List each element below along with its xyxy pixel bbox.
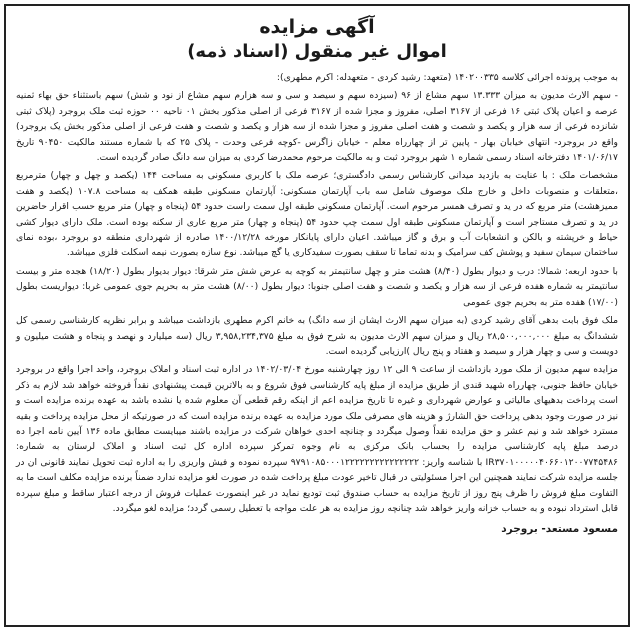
boundaries-paragraph: با حدود اربعه: شمالا: درب و دیوار بطول (۸/۴۰) هشت متر و چهل سانتیمتر به کوچه به عرض شش متر شرقا: دیوار بدیوار بطول (۱۸/۲۰) هجده متر و بیست سانتیمتر به شماره هفده فرعی از سه هزار و یکصد و شصت و هفت اصلی جنوبا: دیوار بطول (۸/۰۰) هشت متر به بحریم جوی عمومی غربا: دیواریست بطول (۱۷/۰۰) هفده متر به بحریم جوی عمومی [16, 265, 618, 308]
auction-terms-paragraph: مزایده سهم مدیون از ملک مورد بازداشت از ساعت ۹ الی ۱۲ روز چهارشنبه مورخ ۱۴۰۲/۰۳/۰۴ در اداره ثبت اسناد و املاک بروجرد، واحد اجرا واقع در بروجرد خیابان حافظ جنوبی، چهارراه شهید قندی از طریق مزایده از مبلغ پایه کارشناسی فوق شروع و به بالاترین قیمت پیشنهادی نقداً فروخته خواهد شد لازم به ذکر است پرداخت بدهیهای مالیاتی و عوارض شهرداری و غیره تا تاریخ مزایده اعم از اینکه رقم قطعی آن معلوم شده یا نشده باشد به عهده برنده مزایده است و نیز در صورت وجود بدهی پرداخت حق الشارژ و هزینه های مصرفی ملک مورد مزایده به عهده برنده مزایده است که در صورتیکه از محل مزایده پرداخت و بقیه مسترد خواهد شد و نیم عشر و حق مزایده نقداً وصول میگردد و چنانچه احدی خواهان شرکت در مزایده باشند میبایست مطابق ماده ۱۳۶ آیین نامه اجرا ده درصد مبلغ پایه کارشناسی مزایده را بحساب بانک مرکزی به نام وجوه تمرکز سپرده اداره کل ثبت اسناد و املاک لرستان به شماره: IR۳۷۰۱۰۰۰۰۰۴۰۶۶۰۱۲۰۰۷۷۴۵۴۸۶ با شناسه واریز: ۹۷۹۱۰۸۵۰۰۰۱۲۲۲۲۲۲۲۲۲۲۲۲۲۲۲ سپرده نموده و فیش واریزی را به اداره ثبت تحویل نمایند قانونی ان در جلسه مزایده شرکت نمایند همچنین این اجرا مسئولیتی در قبال تاخیر عودت مبلغ پرداخت شده در صورت لغو مزایده ندارد ضمناً برنده مزایده مکلف است ما به التفاوت مبلغ فروش را ظرف پنج روز از تاریخ مزایده به حساب صندوق ثبت تودیع نماید در غیر اینصورت عملیات فروش از درجه اعتبار ساقط و مبلغ سپرده قابل استرداد نبوده و به حساب خزانه واریز خواهد شد چنانچه روز مزایده به هر علت مواجه با تعطیل رسمی گردد؛ مزایده لغو میگردد. [16, 364, 618, 514]
notice-frame [4, 4, 630, 627]
signature: مسعود مستعد- بروجرد [501, 523, 618, 536]
notice-subtitle: اموال غیر منقول (اسناد ذمه) [187, 41, 447, 62]
notice-title: آگهی مزایده [259, 16, 375, 38]
property-share-paragraph: - سهم الارث مدیون به میزان ۱۳.۳۳۳ سهم مشاع از ۹۶ (سیزده سهم و سیصد و سی و سه هزارم سهم مشاع از نود و شش) سهم باستثناء حق بهاء ثمنیه عرصه و اعیان پلاک ثبتی ۱۶ فرعی از ۳۱۶۷ اصلی، مفروز و مجزا شده از ۳۱۶۷ فرعی از اصلی مذکور بخش ۰۱ ناحیه ۰۰ حوزه ثبت ملک بروجرد (پلاک ثبتی شانزده فرعی از سه هزار و یکصد و شصت و هفت اصلی مفروز و مجزا شده از سه هزار و یکصد و شصت و هفت فرعی از اصلی مذکور بخش یک بروجرد) واقع در بروجرد- انتهای خیابان بهار - پایین تر از چهارراه معلم - خیابان زاگرس -کوچه فرعی وحدت - پلاک ۲۵ که با شماره مستند مالکیت ۹۰۴۵۰ تاریخ ۱۴۰۱/۰۶/۱۷ دفترخانه اسناد رسمی شماره ۱ شهر بروجرد ثبت و به مالکیت مرحوم محمدرضا کردی به میزان سه دانگ صادر گردیده است. [16, 90, 618, 164]
notice-body [6, 6, 628, 545]
valuation-paragraph: ملک فوق بابت بدهی آقای رشید کردی (به میزان سهم الارث ایشان از سه دانگ) به خانم اکرم مطهری بازداشت میباشد و برابر نظریه کارشناسی رسمی کل ششدانگ به مبلغ ۲۸,۵۰۰,۰۰۰,۰۰۰ ریال و میزان سهم الارث مدیون به شرح فوق به مبلغ ۳,۹۵۸,۲۳۴,۳۷۵ ریال (سه میلیارد و نهصد و پنجاه و هشت میلیون و دویست و سی و چهار هزار و سیصد و هفتاد و پنج ریال )ارزیابی گردیده است. [16, 315, 618, 357]
case-reference-paragraph: به موجب پرونده اجرائی کلاسه ۱۴۰۲۰۰۳۳۵ (متعهد: رشید کردی - متعهدله: اکرم مطهری): [276, 72, 618, 83]
property-specs-paragraph: مشخصات ملک : با عنایت به بازدید میدانی کارشناس رسمی دادگستری؛ عرصه ملک با کاربری مسکونی به مساحت ۱۴۴ (یکصد و چهل و چهار) مترمربع ،متعلقات و منصوبات داخل و خارج ملک موصوف شامل سه باب آپارتمان مسکونی: آپارتمان مسکونی طبقه همکف به مساحت ۱۰۷.۸ (یکصد و هفت ممیزهشت) متر مربع که در ید و تصرف همسر مرحوم است. آپارتمان مسکونی طبقه اول سمت راست حدود ۵۴ (پنجاه و چهار) متر مربع حسب اقرار حاضرین در ید و تصرف مستاجر است و آپارتمان مسکونی طبقه اول سمت چپ حدود ۵۴ (پنجاه و چهار) متر مربع عاری از سکنه بوده است. ملک دارای دیوار کشی حیاط و خرپشته و بالکن و انشعابات آب و برق و گاز میباشد. اعیان دارای پایانکار مورخه ۱۴۰۰/۱۲/۲۸ صادره از شهرداری منطقه دو بروجرد ،بوده نمای ساختمان سیمان سفید و پوشش کف سرامیک و بدنه تماما تا سقف بصورت سفیدکاری یا گچ میباشد. نوع سازه بصورت نیمه اسکلت فلزی میباشد. [16, 170, 619, 259]
